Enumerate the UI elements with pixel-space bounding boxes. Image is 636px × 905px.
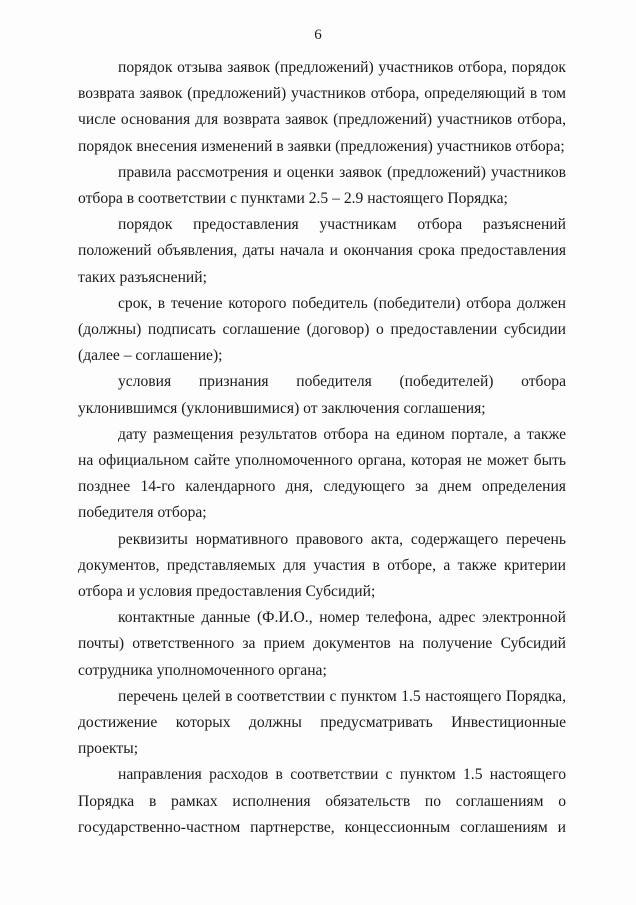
paragraph-expense-directions: направления расходов в соответствии с пунктом 1.5 настоящего Порядка в рамках исполнения обязательств по соглашениям о государственно-частном партнерстве, концессионным соглашениям и: [78, 766, 566, 836]
paragraph-regulatory-act: реквизиты нормативного правового акта, содержащего перечень документов, представляемых для участия в отборе, а также критерии отбора и условия предоставления Субсидий;: [78, 530, 566, 601]
paragraph-signing-deadline: срок, в течение которого победитель (победители) отбора должен (должны) подписать соглашение (договор) о предоставлении субсидии (далее – соглашение);: [78, 294, 566, 365]
document-body: [78, 55, 566, 841]
paragraph-withdrawal-procedure: порядок отзыва заявок (предложений) участников отбора, порядок возврата заявок (предложений) участников отбора, определяющий в том числе основания для возврата заявок (предложений) участников отбора, порядок внесения изменений в заявки (предложения) участников отбора;: [78, 59, 566, 155]
paragraph-results-publication: дату размещения результатов отбора на едином портале, а также на официальном сайте уполномоченного органа, которая не может быть позднее 14-го календарного дня, следующего за днем определения победителя отбора;: [78, 425, 566, 522]
page-number: 6: [314, 27, 322, 43]
paragraph-clarifications: порядок предоставления участникам отбора разъяснений положений объявления, даты начала и окончания срока предоставления таких разъяснений;: [78, 216, 566, 286]
paragraph-evaluation-rules: правила рассмотрения и оценки заявок (предложений) участников отбора в соответствии с пунктами 2.5 – 2.9 настоящего Порядка;: [78, 163, 566, 208]
paragraph-contact-details: контактные данные (Ф.И.О., номер телефона, адрес электронной почты) ответственного за прием документов на получение Субсидий сотрудника уполномоченного органа;: [78, 609, 566, 679]
paragraph-evasion-conditions: условия признания победителя (победителей) отбора уклонившимся (уклонившимися) от заключения соглашения;: [78, 373, 566, 417]
paragraph-project-goals: перечень целей в соответствии с пунктом 1.5 настоящего Порядка, достижение которых должны предусматривать Инвестиционные проекты;: [78, 687, 566, 758]
